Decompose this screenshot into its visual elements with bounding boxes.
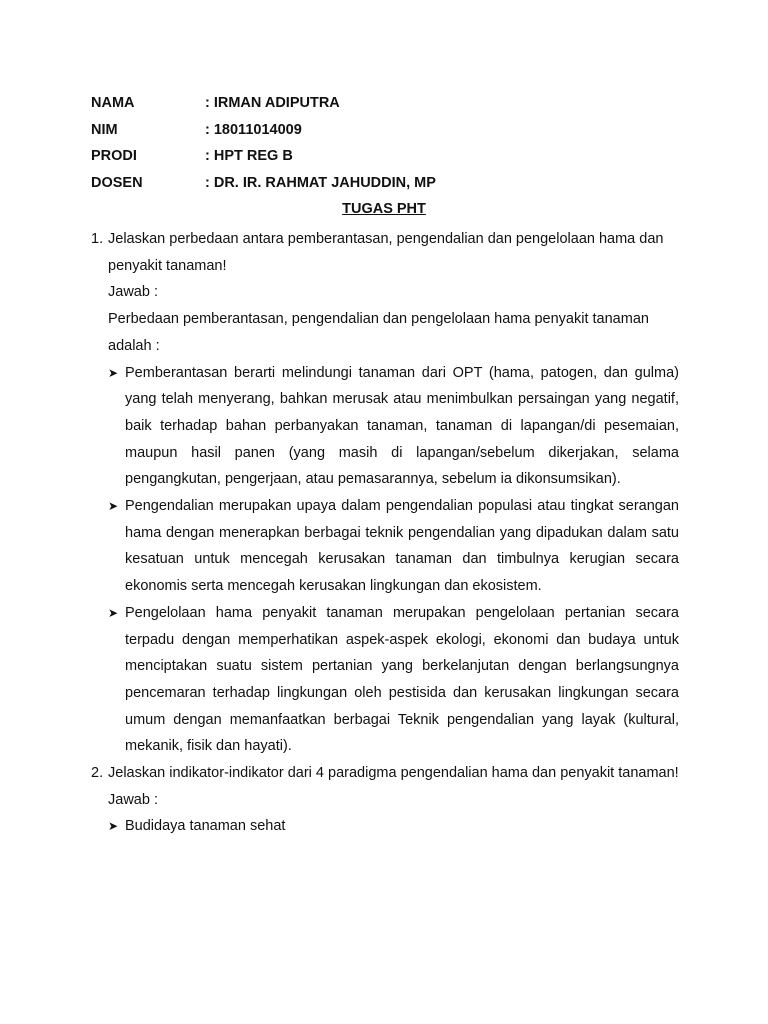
arrowhead-bullet-icon: ➤ — [108, 499, 119, 514]
info-value: : HPT REG B — [205, 148, 293, 165]
student-info-header — [91, 90, 691, 197]
info-value: : DR. IR. RAHMAT JAHUDDIN, MP — [205, 175, 436, 192]
info-label: PRODI — [91, 148, 137, 165]
question-number: 2. — [91, 765, 104, 782]
question-2 — [91, 760, 679, 787]
question-1 — [91, 226, 679, 279]
answer-label: Jawab : — [108, 284, 158, 301]
info-row-nim — [91, 117, 691, 144]
bullet-text: Pengendalian merupakan upaya dalam pengendalian populasi atau tingkat serangan hama dengan menerapkan berbagai teknik pengendalian yang dipadukan dalam satu kesatuan untuk mencegah kerusakan tanaman dan timbulnya kerugian secara ekonomis serta mencegah kerusakan lingkungan dan ekosistem. — [125, 498, 679, 595]
answer-bullet — [91, 600, 679, 760]
answer-bullet — [91, 813, 679, 840]
arrowhead-bullet-icon: ➤ — [108, 605, 119, 620]
bullet-text: Budidaya tanaman sehat — [125, 818, 286, 835]
bullet-text: Pengelolaan hama penyakit tanaman merupakan pengelolaan pertanian secara terpadu dengan memperhatikan aspek-aspek ekologi, ekonomi dan budaya untuk menciptakan suatu sistem pertanian yang berkelanjutan dengan berlangsungnya pencemaran terhadap lingkungan oleh pestisida dan kerusakan lingkungan secara umum dengan memanfaatkan berbagai Teknik pengendalian yang layak (kultural, mekanik, fisik dan hayati). — [125, 604, 679, 755]
info-value: : 18011014009 — [205, 121, 302, 138]
info-label: DOSEN — [91, 175, 143, 192]
info-label: NAMA — [91, 95, 135, 111]
document-body — [91, 226, 679, 840]
answer-label: Jawab : — [108, 791, 158, 808]
answer-bullet — [91, 360, 679, 494]
info-row-dosen — [91, 170, 691, 197]
answer-intro: Perbedaan pemberantasan, pengendalian dan pengelolaan hama penyakit tanaman adalah : — [108, 311, 649, 354]
answer-bullet — [91, 493, 679, 600]
question-text: Jelaskan perbedaan antara pemberantasan, pengendalian dan pengelolaan hama dan penyakit tanaman! — [108, 231, 664, 274]
arrowhead-bullet-icon: ➤ — [108, 365, 119, 380]
question-number: 1. — [91, 231, 104, 247]
info-label: NIM — [91, 121, 118, 138]
document-title: TUGAS PHT — [342, 201, 426, 217]
info-row-prodi — [91, 143, 691, 170]
arrowhead-bullet-icon: ➤ — [108, 819, 119, 834]
info-row-name — [91, 90, 691, 117]
bullet-text: Pemberantasan berarti melindungi tanaman dari OPT (hama, patogen, dan gulma) yang telah menyerang, bahkan merusak atau menimbulkan persaingan yang negatif, baik terhadap bahan perbanyakan tanaman, tanaman di lapangan/di pesemaian, maupun hasil panen (yang masih di lapangan/sebelum dikerjakan, selama pengangkutan, pengerjaan, atau pemasarannya, sebelum ia dikonsumsikan). — [125, 364, 679, 488]
info-value: : IRMAN ADIPUTRA — [205, 95, 340, 111]
question-text: Jelaskan indikator-indikator dari 4 paradigma pengendalian hama dan penyakit tanaman! — [108, 765, 679, 782]
